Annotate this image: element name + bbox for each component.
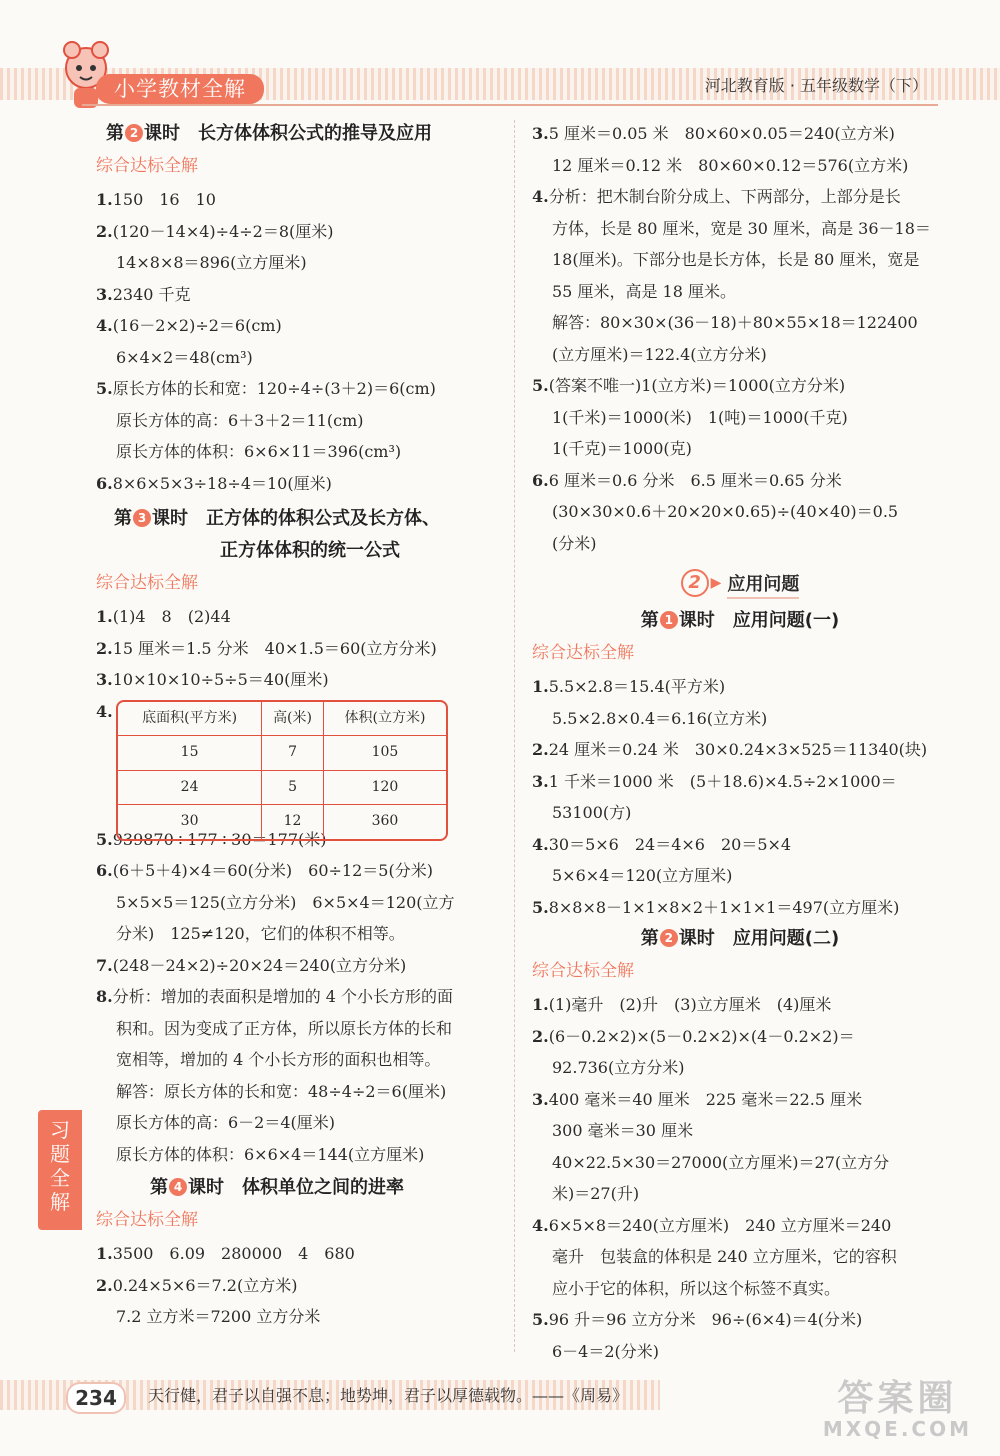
answer-text: 24 厘米＝0.24 米 30×0.24×3×525＝11340(块) xyxy=(548,740,928,759)
answer-text: (30×30×0.6＋20×20×0.65)÷(40×40)＝0.5 xyxy=(552,502,899,521)
answer-line xyxy=(532,1021,948,1053)
answer-number: 8. xyxy=(96,987,113,1006)
answer-text: (6－0.2×2)×(5－0.2×2)×(4－0.2×2)＝ xyxy=(548,1026,855,1046)
side-tab-char: 解 xyxy=(50,1190,70,1214)
answer-line xyxy=(532,1084,948,1116)
answer-line xyxy=(532,496,948,528)
lesson-title-text: 课时 体积单位之间的进率 xyxy=(188,1177,404,1198)
answer-number: 5. xyxy=(532,376,549,395)
side-tab xyxy=(38,1110,82,1230)
table-cell: 24 xyxy=(118,771,262,806)
page-number: 234 xyxy=(66,1382,126,1414)
footer-quote: 天行健，君子以自强不息；地势坤，君子以厚德载物。——《周易》 xyxy=(148,1386,629,1405)
answer-line xyxy=(532,339,948,371)
answer-text: 53100(方) xyxy=(552,803,632,822)
answer-line xyxy=(532,1210,948,1242)
answer-number: 1. xyxy=(96,1244,113,1263)
answer-line xyxy=(532,829,948,861)
answer-line xyxy=(532,402,948,434)
answer-line xyxy=(96,918,512,950)
answer-line xyxy=(532,1273,948,1305)
answer-line xyxy=(532,766,948,798)
answer-line xyxy=(532,528,948,560)
answer-line xyxy=(96,601,512,633)
answer-line xyxy=(532,370,948,402)
answer-line xyxy=(96,1238,512,1270)
answer-text: 10×10×10÷5÷5＝40(厘米) xyxy=(112,670,329,689)
answer-text: 5.5×2.8＝15.4(平方米) xyxy=(548,677,726,696)
answer-line xyxy=(96,247,512,279)
answer-list-r2 xyxy=(532,989,948,1367)
table-row xyxy=(118,805,446,839)
answer-line xyxy=(96,184,512,216)
answer-list-l4 xyxy=(96,1238,512,1333)
answer-text: 939870÷177÷30＝177(米) xyxy=(112,829,327,849)
answer-number: 4. xyxy=(532,187,549,206)
answer-text: (1)4 8 (2)44 xyxy=(112,607,231,626)
lesson-title-l3-line2: 正方体体积的统一公式 xyxy=(220,540,400,561)
answer-number: 2. xyxy=(96,638,113,658)
lesson-title-l3 xyxy=(96,503,512,535)
answer-line xyxy=(96,855,512,887)
answer-text: 原长方体的长和宽：120÷4÷(3＋2)＝6(cm) xyxy=(112,379,436,398)
answer-list-continued xyxy=(532,118,948,559)
answer-text: (16－2×2)÷2＝6(cm) xyxy=(112,316,282,335)
answer-number: 6. xyxy=(96,473,113,493)
answer-text: (6＋5＋4)×4＝60(分米) 60÷12＝5(分米) xyxy=(112,861,433,880)
table-header-cell: 底面积(平方米) xyxy=(118,702,262,737)
watermark-text: 答案圈 xyxy=(837,1378,958,1419)
lesson-number-badge: 3 xyxy=(133,509,151,527)
answer-text: (248－24×2)÷20×24＝240(立方分米) xyxy=(112,955,407,975)
answer-line xyxy=(532,1178,948,1210)
column-divider xyxy=(514,120,515,1352)
answer-number: 1. xyxy=(532,677,549,696)
answer-number: 4. xyxy=(532,834,549,854)
unit-number: 2 xyxy=(681,569,709,597)
lesson-title-r2 xyxy=(532,923,948,955)
answer-line xyxy=(96,981,512,1013)
answer-text: 18(厘米)。下部分也是长方体，长是 80 厘米，宽是 xyxy=(552,250,920,269)
lesson-title-l4 xyxy=(96,1172,512,1204)
table-cell: 360 xyxy=(371,813,399,829)
answer-text: 55 厘米，高是 18 厘米。 xyxy=(552,281,736,301)
answer-number: 3. xyxy=(532,771,549,791)
answer-text: 12 厘米＝0.12 米 80×60×0.12＝576(立方米) xyxy=(552,155,909,175)
side-tab-char: 题 xyxy=(50,1142,70,1166)
side-tab-char: 习 xyxy=(50,1118,70,1142)
answer-line xyxy=(532,433,948,465)
answer-line xyxy=(532,797,948,829)
answer-number: 4. xyxy=(96,316,113,335)
answer-line xyxy=(532,1115,948,1147)
answer-text: 1 千米＝1000 米 (5＋18.6)×4.5÷2×1000＝ xyxy=(548,771,897,791)
answer-number: 3. xyxy=(532,1089,549,1109)
volume-table xyxy=(116,700,448,841)
lesson-prefix: 第 xyxy=(640,928,659,949)
answer-line xyxy=(532,181,948,213)
answer-text: 7.2 立方米＝7200 立方分米 xyxy=(116,1307,321,1326)
answer-text: 应小于它的体积，所以这个标签不真实。 xyxy=(552,1278,841,1298)
answer-text: 1(千米)＝1000(米) 1(吨)＝1000(千克) xyxy=(552,407,848,427)
answer-number: 7. xyxy=(96,955,113,975)
answer-text: (答案不唯一)1(立方米)＝1000(立方分米) xyxy=(548,376,846,395)
lesson-prefix: 第 xyxy=(114,508,132,529)
table-cell: 30 xyxy=(118,805,262,839)
answer-line xyxy=(532,892,948,924)
answer-text: 14×8×8＝896(立方厘米) xyxy=(116,253,307,272)
answer-line xyxy=(96,633,512,665)
answer-text: 150 16 10 xyxy=(112,190,216,209)
answer-text: 15 厘米＝1.5 分米 40×1.5＝60(立方分米) xyxy=(112,638,437,658)
answer-line xyxy=(532,734,948,766)
answer-text: 2340 千克 xyxy=(112,284,191,304)
section-heading: 综合达标全解 xyxy=(532,643,634,663)
answer-number: 2. xyxy=(96,1275,113,1295)
answer-text: 6×4×2＝48(cm³) xyxy=(116,347,253,367)
answer-line xyxy=(532,118,948,150)
answer-text: 原长方体的体积：6×6×11＝396(cm³) xyxy=(116,442,402,461)
lesson-title-text: 课时 长方体体积公式的推导及应用 xyxy=(144,123,432,144)
answer-list-l3a xyxy=(96,601,512,696)
answer-line xyxy=(96,405,512,437)
unit-heading xyxy=(532,569,948,603)
answer-number: 2. xyxy=(532,740,549,759)
answer-line xyxy=(96,887,512,919)
answer-line xyxy=(96,1044,512,1076)
answer-number: 2. xyxy=(96,221,113,241)
table-cell: 12 xyxy=(262,805,324,839)
lesson-prefix: 第 xyxy=(150,1177,168,1198)
answer-text: 5×6×4＝120(立方厘米) xyxy=(552,866,733,885)
answer-line xyxy=(96,1139,512,1171)
answer-text: 解答：80×30×(36－18)＋80×55×18＝122400 xyxy=(552,313,918,332)
lesson-title-text: 课时 正方体的体积公式及长方体、 xyxy=(152,508,440,529)
answer-text: 300 毫米＝30 厘米 xyxy=(552,1121,694,1140)
answer-text: 40×22.5×30＝27000(立方厘米)＝27(立方分 xyxy=(552,1152,890,1172)
lesson-number-badge: 1 xyxy=(660,611,678,629)
lesson-title-text: 课时 应用问题(一) xyxy=(678,610,840,631)
answer-number: 3. xyxy=(96,284,113,304)
watermark-url: MXQE.COM xyxy=(822,1417,972,1441)
answer-text: 宽相等，增加的 4 个小长方形的面积也相等。 xyxy=(116,1050,441,1069)
answer-list-r1 xyxy=(532,671,948,923)
answer-line xyxy=(532,989,948,1021)
table-cell: 7 xyxy=(262,736,324,771)
answer-line xyxy=(96,310,512,342)
answer-text: 毫升 包装盒的体积是 240 立方厘米，它的容积 xyxy=(552,1247,897,1266)
answer-line xyxy=(532,703,948,735)
answer-line xyxy=(96,664,512,696)
answer-text: 分析：把木制台阶分成上、下两部分，上部分是长 xyxy=(548,187,901,206)
answer-text: 原长方体的高：6＋3＋2＝11(cm) xyxy=(116,410,364,430)
lesson-number-badge: 2 xyxy=(660,929,678,947)
answer-text: (120－14×4)÷4÷2＝8(厘米) xyxy=(112,221,334,241)
answer-line xyxy=(532,1304,948,1336)
answer-text: 96 升＝96 立方分米 96÷(6×4)＝4(分米) xyxy=(548,1310,863,1329)
answer-text: 分米) 125≠120，它们的体积不相等。 xyxy=(116,924,405,943)
answer-number: 5. xyxy=(532,897,549,917)
answer-line xyxy=(532,1052,948,1084)
table-row xyxy=(118,771,446,806)
answer-text: (1)毫升 (2)升 (3)立方厘米 (4)厘米 xyxy=(548,995,832,1014)
book-title-badge: 小学教材全解 xyxy=(96,74,264,104)
unit-title: 应用问题 xyxy=(727,574,799,599)
section-heading: 综合达标全解 xyxy=(96,1210,198,1230)
table-cell: 120 xyxy=(324,771,446,806)
answer-number: 3. xyxy=(96,670,113,689)
answer-line xyxy=(532,150,948,182)
arrow-icon: ▶ xyxy=(710,575,722,591)
answer-text: 方体，长是 80 厘米，宽是 30 厘米，高是 36－18＝ xyxy=(552,218,931,238)
answer-text: 8×8×8－1×1×8×2＋1×1×1＝497(立方厘米) xyxy=(548,897,900,917)
table-header-cell: 高(米) xyxy=(262,702,324,737)
table-cell: 105 xyxy=(324,736,446,771)
answer-text: 3500 6.09 280000 4 680 xyxy=(112,1244,355,1263)
table-header-cell: 体积(立方米) xyxy=(324,702,446,737)
right-column xyxy=(532,118,948,1367)
lesson-prefix: 第 xyxy=(640,610,659,631)
answer-line xyxy=(532,465,948,497)
answer-number: 5. xyxy=(96,379,113,398)
lesson-title-text: 课时 应用问题(二) xyxy=(678,928,840,949)
left-column xyxy=(96,118,512,1333)
section-heading: 综合达标全解 xyxy=(532,961,634,981)
answer-text: (立方厘米)＝122.4(立方分米) xyxy=(552,344,767,364)
watermark xyxy=(823,1380,972,1440)
answer-list-l3b xyxy=(96,824,512,1171)
answer-text: 5 厘米＝0.05 米 80×60×0.05＝240(立方米) xyxy=(548,124,895,143)
answer-line xyxy=(532,244,948,276)
answer-number: 4. xyxy=(532,1215,549,1235)
answer-text: 92.736(立方分米) xyxy=(552,1058,685,1077)
lesson-number-badge: 2 xyxy=(125,124,143,142)
answer-number: 6. xyxy=(532,470,549,490)
table-row xyxy=(118,736,446,771)
answer-number: 5. xyxy=(532,1310,549,1329)
answer-text: 30＝5×6 24＝4×6 20＝5×4 xyxy=(548,834,792,854)
lesson-prefix: 第 xyxy=(106,123,124,144)
answer-number: 2. xyxy=(532,1026,549,1046)
answer-list-l2 xyxy=(96,184,512,499)
section-heading: 综合达标全解 xyxy=(96,573,198,593)
answer-line xyxy=(532,213,948,245)
lesson-title-l2 xyxy=(96,118,512,150)
answer-text: 6 厘米＝0.6 分米 6.5 厘米＝0.65 分米 xyxy=(548,470,842,490)
answer-text: 0.24×5×6＝7.2(立方米) xyxy=(112,1275,298,1295)
answer-line xyxy=(532,671,948,703)
answer-text: 400 毫米＝40 厘米 225 毫米＝22.5 厘米 xyxy=(548,1089,863,1109)
answer-text: 积和。因为变成了正方体，所以原长方体的长和 xyxy=(116,1018,453,1038)
answer-line xyxy=(96,468,512,500)
answer-number: 3. xyxy=(532,124,549,143)
answer-line xyxy=(532,276,948,308)
answer-text: (分米) xyxy=(552,533,597,553)
answer-text: 1(千克)＝1000(克) xyxy=(552,439,692,458)
answer-text: 原长方体的体积：6×6×4＝144(立方厘米) xyxy=(116,1144,425,1164)
answer-line xyxy=(96,279,512,311)
answer-text: 原长方体的高：6－2＝4(厘米) xyxy=(116,1113,336,1132)
answer-line xyxy=(96,216,512,248)
header-rule xyxy=(82,104,938,106)
answer-line xyxy=(96,1301,512,1333)
answer-number: 4. xyxy=(96,701,113,721)
answer-number: 6. xyxy=(96,861,113,880)
answer-number: 1. xyxy=(96,190,113,209)
side-tab-char: 全 xyxy=(50,1166,70,1190)
edition-label: 河北教育版 · 五年级数学（下） xyxy=(704,76,928,95)
table-header-row xyxy=(118,702,446,737)
table-cell: 15 xyxy=(118,736,262,771)
answer-text: 5.5×2.8×0.4＝6.16(立方米) xyxy=(552,708,768,728)
answer-line xyxy=(532,307,948,339)
answer-line xyxy=(96,1076,512,1108)
answer-line xyxy=(532,1147,948,1179)
lesson-title-r1 xyxy=(532,605,948,637)
answer-text: 解答：原长方体的长和宽：48÷4÷2＝6(厘米) xyxy=(116,1081,447,1101)
answer-line xyxy=(532,1241,948,1273)
answer-line xyxy=(96,373,512,405)
answer-text: 米)＝27(升) xyxy=(552,1184,640,1203)
lesson-number-badge: 4 xyxy=(169,1178,187,1196)
answer-line xyxy=(96,1013,512,1045)
answer-line xyxy=(96,950,512,982)
answer-line xyxy=(532,1336,948,1368)
table-cell: 5 xyxy=(262,771,324,806)
answer-line xyxy=(96,1270,512,1302)
answer-text: 5×5×5＝125(立方分米) 6×5×4＝120(立方 xyxy=(116,892,455,912)
answer-line xyxy=(532,860,948,892)
answer-text: 分析：增加的表面积是增加的 4 个小长方形的面 xyxy=(112,987,454,1006)
answer-line xyxy=(96,342,512,374)
answer-text: 6－4＝2(分米) xyxy=(552,1341,660,1361)
answer-text: 6×5×8＝240(立方厘米) 240 立方厘米＝240 xyxy=(548,1215,892,1235)
answer-item xyxy=(96,696,512,829)
answer-number: 1. xyxy=(532,995,549,1014)
answer-number: 1. xyxy=(96,607,113,626)
section-heading: 综合达标全解 xyxy=(96,156,198,176)
answer-line xyxy=(96,436,512,468)
answer-line xyxy=(96,1107,512,1139)
answer-text: 8×6×5×3÷18÷4＝10(厘米) xyxy=(112,473,332,493)
answer-number: 5. xyxy=(96,829,113,849)
